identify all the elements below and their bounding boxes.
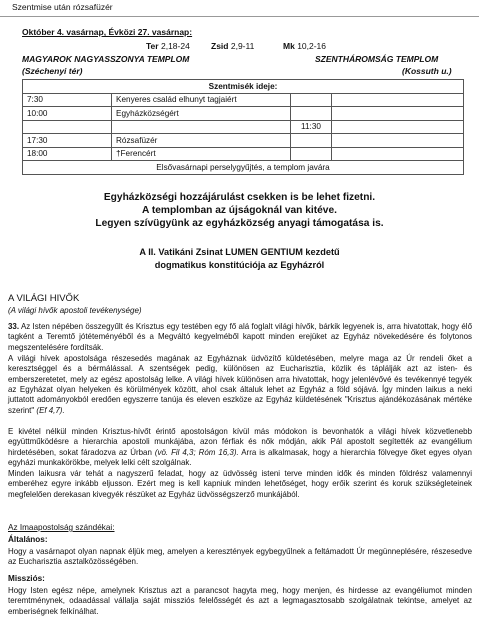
mass-time: 17:30 <box>23 134 112 148</box>
church-right-name: SZENTHÁROMSÁG TEMPLOM <box>315 54 439 64</box>
mass-time-2: 11:30 <box>291 120 332 134</box>
church-right-address: (Kossuth u.) <box>402 66 452 76</box>
empty-cell <box>332 147 464 161</box>
empty-cell <box>332 134 464 148</box>
church-left-name: MAGYAROK NAGYASSZONYA TEMPLOM <box>22 54 190 64</box>
document-title-line-2: dogmatikus konstitúciója az Egyházról <box>154 260 325 270</box>
notice-line-3: Legyen szívügyünk az egyházközség anyagi támogatása is. <box>95 218 384 229</box>
mass-time: 10:00 <box>23 107 112 121</box>
general-label: Általános: <box>8 535 48 544</box>
paragraph-apostolate <box>8 354 472 416</box>
mass-intention <box>112 120 291 134</box>
mass-time: 18:00 <box>23 147 112 161</box>
reading-1 <box>146 41 190 51</box>
reading-1-book: Ter <box>146 41 159 51</box>
reading-1-ref: 2,18-24 <box>160 41 190 51</box>
paragraph-task <box>8 469 472 500</box>
table-row <box>23 107 464 121</box>
mass-time <box>23 120 112 134</box>
reading-2 <box>211 41 254 51</box>
intentions-title: Az Imaapostolság szándékai: <box>8 523 115 532</box>
empty-cell <box>332 120 464 134</box>
paragraph-cooperation <box>8 427 472 468</box>
document-title-line-1: A II. Vatikáni Zsinat LUMEN GENTIUM kezdetű <box>139 247 340 257</box>
top-banner <box>0 0 479 17</box>
church-left-address: (Széchenyi tér) <box>22 66 83 76</box>
table-row <box>23 93 464 107</box>
intention-text: Hogy a vasárnapot olyan napnak éljük meg, amelyen a keresztények egybegyűlnek a feltámadott Úr megünneplésére, részesedve az Eucharisztia asztalközösségében. <box>8 547 472 567</box>
mass-time: 7:30 <box>23 93 112 107</box>
reading-3-book: Mk <box>283 41 295 51</box>
mass-time-2 <box>291 107 332 121</box>
collection-note: Elsővasárnapi perselygyűjtés, a templom javára <box>23 161 464 175</box>
paragraph-reference: (Ef 4,7). <box>36 405 65 415</box>
mass-intention: Kenyeres család elhunyt tagjaiért <box>112 93 291 107</box>
paragraph-text: Az Isten népében összegyűlt és Krisztus egy testében egy fő alá foglalt világi hívők, bárkik legyenek is, arra hivatottak, hogy élő tagként a Teremtő jótéteményéből és a Megváltó kegyelméből kapott minden erejüket az Egyház növekedésére és folytonos megszentelésére fordítsák. <box>8 322 472 352</box>
table-row <box>23 134 464 148</box>
reading-2-ref: 2,9-11 <box>230 41 255 51</box>
intention-text: Hogy Isten egész népe, amelynek Krisztus azt a parancsot hagyta meg, hogy menjen, és hirdesse az evangéliumot minden teremtménynek, odaadással vállalja saját missziós felelősségét és azt a legmagasztosabb szolgálatnak tekintse, amelyet az emberiségnek felkínálhat. <box>8 586 472 616</box>
section-subtitle: (A világi hívők apostoli tevékenysége) <box>8 306 142 315</box>
table-footer-row <box>23 161 464 175</box>
paragraph-number: 33. <box>8 322 20 331</box>
notice-line-2: A templomban az újságoknál van kitéve. <box>142 205 337 216</box>
mass-schedule-table <box>22 79 464 175</box>
notice-line-1: Egyházközségi hozzájárulást csekken is be lehet fizetni. <box>103 192 376 203</box>
table-header: Szentmisék ideje: <box>23 80 464 94</box>
empty-cell <box>332 93 464 107</box>
date-title: Október 4. vasárnap, Évközi 27. vasárnap: <box>22 27 193 37</box>
mass-time-2 <box>291 147 332 161</box>
mass-intention: Rózsafüzér <box>112 134 291 148</box>
paragraph-text: Arra is alkalmasak, hogy a hierarchia fölvegye őket egyes olyan egyházi munkakörökbe, melyek lelki célt szolgálnak. <box>8 447 472 468</box>
paragraph-text: A világi hívek apostolsága részesedés magának az Egyháznak üdvözítő küldetésében, melyre maga az Úr rendeli őket a keresztséggel és a bérmálással. A szentségek pedig, különösen az Eucharisztia, közlik és táplálják azt az isten- és emberszeretetet, mely az egész apostolság lelke. A világi hívek különösen arra hivatottak, hogy jelenlévővé és tevékennyé tegyék az Egyházat olyan helyeken és körülmények között, ahol csak általuk lehet az Egyház a föld sójává. Így minden laikus a neki juttatott adományokból eredően egyszerre tanúja és eleven eszköze az Egyház küldetésének "Krisztus ajándékozásának mértéke szerint" <box>8 354 472 415</box>
paragraph-text: Minden laikusra vár tehát a nagyszerű feladat, hogy az üdvösség isteni terve minden idők és minden földrész valamennyi emberéhez egyre inkább eljusson. Ezért meg is kell kapniuk minden lehetőséget, hogy erőik szerint és koruk szükségleteinek megfelelően derekasan kivegyék részüket az Egyház üdvösségszerző munkájából. <box>8 469 472 499</box>
table-header-row <box>23 80 464 94</box>
section-title: A VILÁGI HIVŐK <box>8 293 80 304</box>
mass-intention: Egyházközségért <box>112 107 291 121</box>
paragraph-reference: (vö. Fil 4,3; Róm 16,3). <box>154 447 239 457</box>
mission-label: Missziós: <box>8 574 45 583</box>
mission-intention <box>8 586 472 617</box>
paragraph-33 <box>8 322 472 353</box>
mass-time-2 <box>291 134 332 148</box>
mass-time-2 <box>291 93 332 107</box>
reading-2-book: Zsid <box>211 41 229 51</box>
reading-3 <box>283 41 326 51</box>
general-intention <box>8 547 472 568</box>
reading-3-ref: 10,2-16 <box>297 41 327 51</box>
empty-cell <box>332 107 464 121</box>
top-title: Szentmise után rózsafüzér <box>12 2 113 12</box>
table-row <box>23 147 464 161</box>
mass-intention: †Ferencért <box>112 147 291 161</box>
table-row <box>23 120 464 134</box>
paragraph-text: E kivétel nélkül minden Krisztus-hívőt érintő apostolságon kívül más módokon is bevonhatók a világi hívek közvetlenebb együttműködésre a hierarchia apostoli munkájába, azon férfiak és nők módján, akik Pál apostolt segítették az evangélium hirdetésében, sokat fáradozva az Úrban <box>8 427 472 457</box>
